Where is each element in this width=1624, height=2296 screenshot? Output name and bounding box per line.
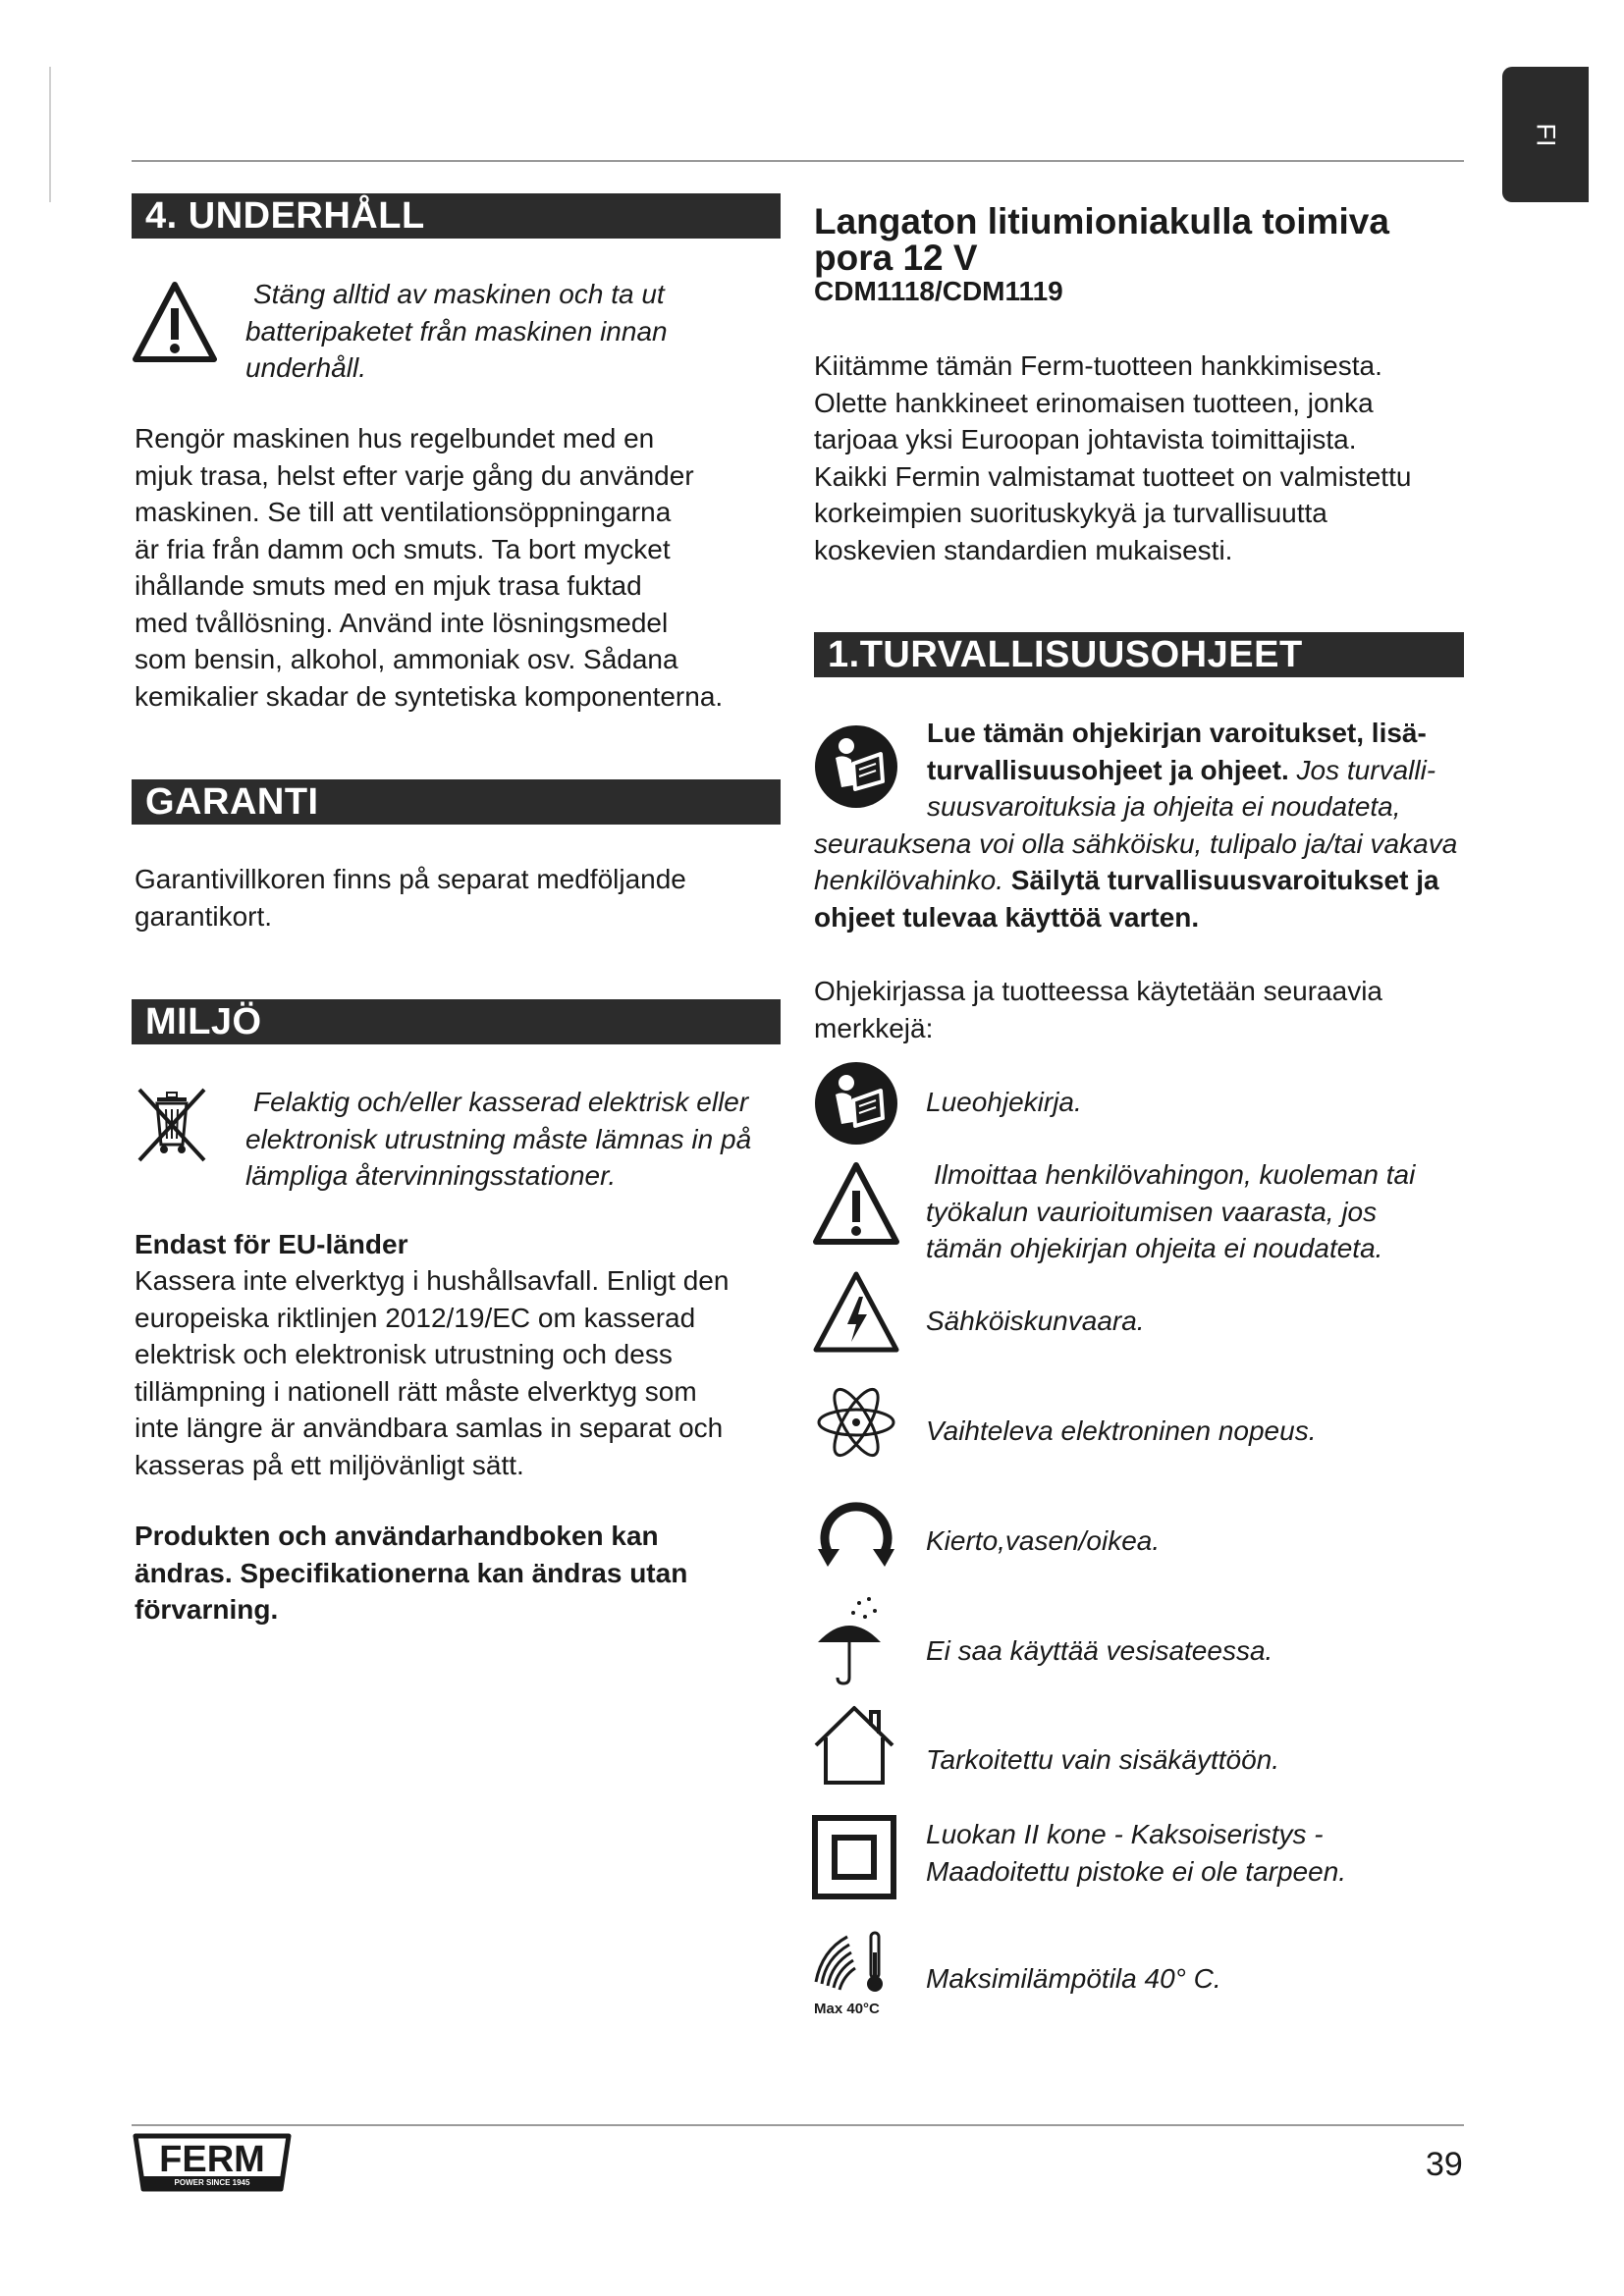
read-manual-icon <box>814 1061 898 1146</box>
symbol-class2-text: Luokan II kone - Kaksoiseristys - Maadoitettu pistoke ei ole tarpeen. <box>926 1819 1347 1887</box>
max-temperature-icon <box>812 1929 891 2017</box>
symbol-speed-text: Vaihteleva elektroninen nopeus. <box>926 1415 1317 1446</box>
symbol-manual-text: Lueohjekirja. <box>926 1087 1082 1117</box>
eu-heading: Endast för EU-länder <box>135 1229 408 1259</box>
intro-paragraph: Kiitämme tämän Ferm-tuotteen hankkimisesta. Olette hankkineet erinomaisen tuotteen, jonka tarjoaa yksi Euroopan johtavista toimittajista. Kaikki Fermin valmistamat tuotteet on valmistettu korkeimpien suorituskykyä ja turvallisuutta koskevien standardien mukaisesti. <box>814 350 1412 565</box>
page-number: 39 <box>1426 2146 1463 2183</box>
weee-notice: Felaktig och/eller kasserad elektrisk eller elektronisk utrustning måste lämnas in på lämpliga återvinningsstationer. <box>245 1087 752 1191</box>
warning-triangle-icon <box>812 1159 900 1248</box>
change-notice: Produkten och användarhandboken kan ändras. Specifikationerna kan ändras utan förvarning. <box>135 1521 688 1625</box>
maintenance-paragraph: Rengör maskinen hus regelbundet med en mjuk trasa, helst efter varje gång du använder maskinen. Se till att ventilationsöppningarna är fria från damm och smuts. Ta bort mycket ihållande smuts med en mjuk trasa fuktad med tvållösning. Använd inte lösningsmedel som bensin, alkohol, ammoniak osv. Sådana kemikalier skadar de syntetiska komponenterna. <box>135 423 724 712</box>
no-rain-umbrella-icon <box>814 1595 885 1685</box>
section-heading-maintenance: 4. UNDERHÅLL <box>132 193 781 239</box>
maintenance-warning: Stäng alltid av maskinen och ta ut batteripaketet från maskinen innan underhåll. <box>245 279 668 383</box>
symbol-shock-text: Sähköiskunvaara. <box>926 1306 1145 1336</box>
ferm-logo <box>132 2132 293 2193</box>
section-heading-warranty: GARANTI <box>132 779 781 825</box>
symbol-temp-text: Maksimilämpötila 40° C. <box>926 1963 1221 1994</box>
language-tab[interactable] <box>1502 67 1589 202</box>
top-rule <box>132 160 1464 162</box>
indoor-house-icon <box>812 1704 896 1787</box>
symbols-intro: Ohjekirjassa ja tuotteessa käytetään seuraavia merkkejä: <box>814 976 1382 1043</box>
warning-triangle-icon <box>132 279 218 365</box>
section-heading-safety: 1.TURVALLISUUSOHJEET <box>814 632 1464 677</box>
section-heading-environment: MILJÖ <box>132 999 781 1044</box>
electric-shock-icon <box>812 1269 900 1354</box>
bottom-rule <box>132 2124 1464 2126</box>
warranty-paragraph: Garantivillkoren finns på separat medföljande garantikort. <box>135 864 686 932</box>
logo-tagline: POWER SINCE 1945 <box>174 2178 250 2187</box>
eu-paragraph: Kassera inte elverktyg i hushållsavfall. Enligt den europeiska riktlinjen 2012/19/EC om kasserad elektrisk och elektronisk utrustning och dess tillämpning i nationell rätt måste elverktyg som inte längre är användbara samlas in separat och kasseras på ett miljövänligt sätt. <box>135 1265 730 1480</box>
product-model: CDM1118/CDM1119 <box>814 276 1063 306</box>
symbol-rain-text: Ei saa käyttää vesisateessa. <box>926 1635 1273 1666</box>
language-tab-label: FI <box>1531 123 1561 147</box>
rotation-direction-icon <box>814 1490 898 1571</box>
safety-read-warning: Lue tämän ohjekirjan varoitukset, lisä- turvallisuusohjeet ja ohjeet. Jos turvalli- suusvaroituksia ja ohjeita ei noudateta, seurauksena voi olla sähköisku, tulipalo ja/tai vakava henkilövahinko. Säilytä turvallisuusvaroitukset ja ohjeet tulevaa käyttöä varten. <box>814 718 1458 933</box>
symbol-indoor-text: Tarkoitettu vain sisäkäyttöön. <box>926 1744 1280 1775</box>
class-ii-double-insulation-icon <box>812 1815 896 1899</box>
margin-mark <box>49 67 51 202</box>
variable-speed-icon <box>814 1387 898 1458</box>
symbol-rotation-text: Kierto,vasen/oikea. <box>926 1525 1161 1556</box>
logo-wordmark: FERM <box>159 2139 265 2180</box>
symbol-danger-text: Ilmoittaa henkilövahingon, kuoleman tai työkalun vaurioitumisen vaarasta, jos tämän ohjekirjan ohjeita ei noudateta. <box>926 1159 1416 1263</box>
max-temp-icon-label: Max 40°C <box>814 2001 880 2017</box>
product-title: Langaton litiumioniakulla toimiva pora 12 V <box>814 201 1389 278</box>
weee-crossed-bin-icon <box>134 1084 210 1164</box>
